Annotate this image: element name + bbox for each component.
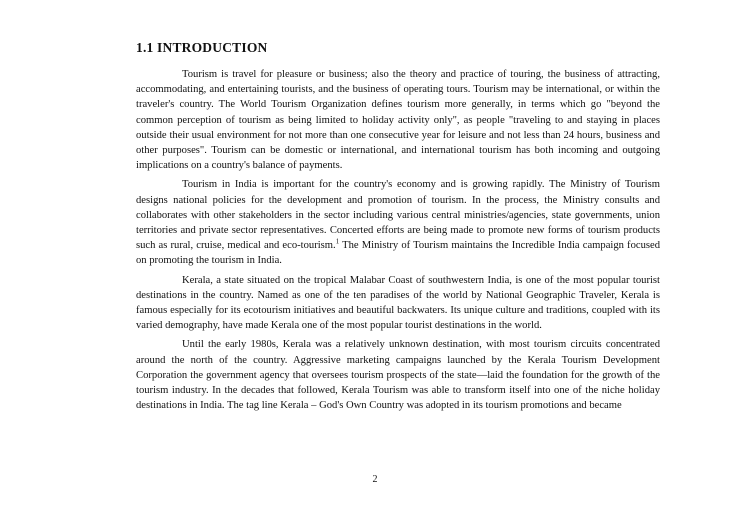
section-heading: 1.1 INTRODUCTION — [136, 40, 268, 55]
paragraph-text: The Ministry of Tourism maintains the Incredible India campaign focused on promoting the tourism in India. — [136, 240, 661, 267]
footnote-marker: 1 — [335, 237, 340, 246]
body-text — [136, 67, 660, 417]
paragraph-kerala-history: Until the early 1980s, Kerala was a relatively unknown destination, with most tourism circuits concentrated around the north of the country. Aggressive marketing campaigns launched by the Kerala Tourism Development Corporation the government agency that oversees tourism prospects of the state—laid the foundation for the growth of the tourism industry. In the decades that followed, Kerala Tourism was able to transform itself into one of the niche holiday destinations in India. The tag line Kerala – God's Own Country was adopted in its tourism promotions and became — [136, 339, 660, 412]
paragraph-text: Tourism in India is important for the country's economy and is growing rapidly. The Ministry of Tourism designs national policies for the development and promotion of tourism. In the process, the Ministry consults and collaborates with other stakeholders in the sector including various central ministries/agencies, state governments, union territories and private sector representatives. Concerted efforts are being made to promote new forms of tourism products such as rural, cruise, medical and eco-tourism. — [136, 179, 660, 252]
paragraph-tourism-india — [136, 177, 660, 268]
paragraph-tourism-definition: Tourism is travel for pleasure or business; also the theory and practice of touring, the business of attracting, accommodating, and entertaining tourists, and the business of operating tours. Tourism may be international, or within the traveler's country. The World Tourism Organization defines tourism more generally, in terms which go "beyond the common perception of tourism as being limited to holiday activity only", as people "traveling to and staying in places outside their usual environment for not more than one consecutive year for leisure and not less than 24 hours, business and other purposes". Tourism can be domestic or international, and international tourism has both incoming and outgoing implications on a country's balance of payments. — [136, 69, 660, 172]
paragraph-kerala: Kerala, a state situated on the tropical Malabar Coast of southwestern India, is one of the most popular tourist destinations in the country. Named as one of the ten paradises of the world by National Geographic Traveler, Kerala is famous especially for its ecotourism initiatives and beautiful backwaters. Its unique culture and traditions, coupled with its varied demography, have made Kerala one of the most popular tourist destinations in the world. — [136, 274, 660, 332]
page-number: 2 — [372, 474, 378, 485]
